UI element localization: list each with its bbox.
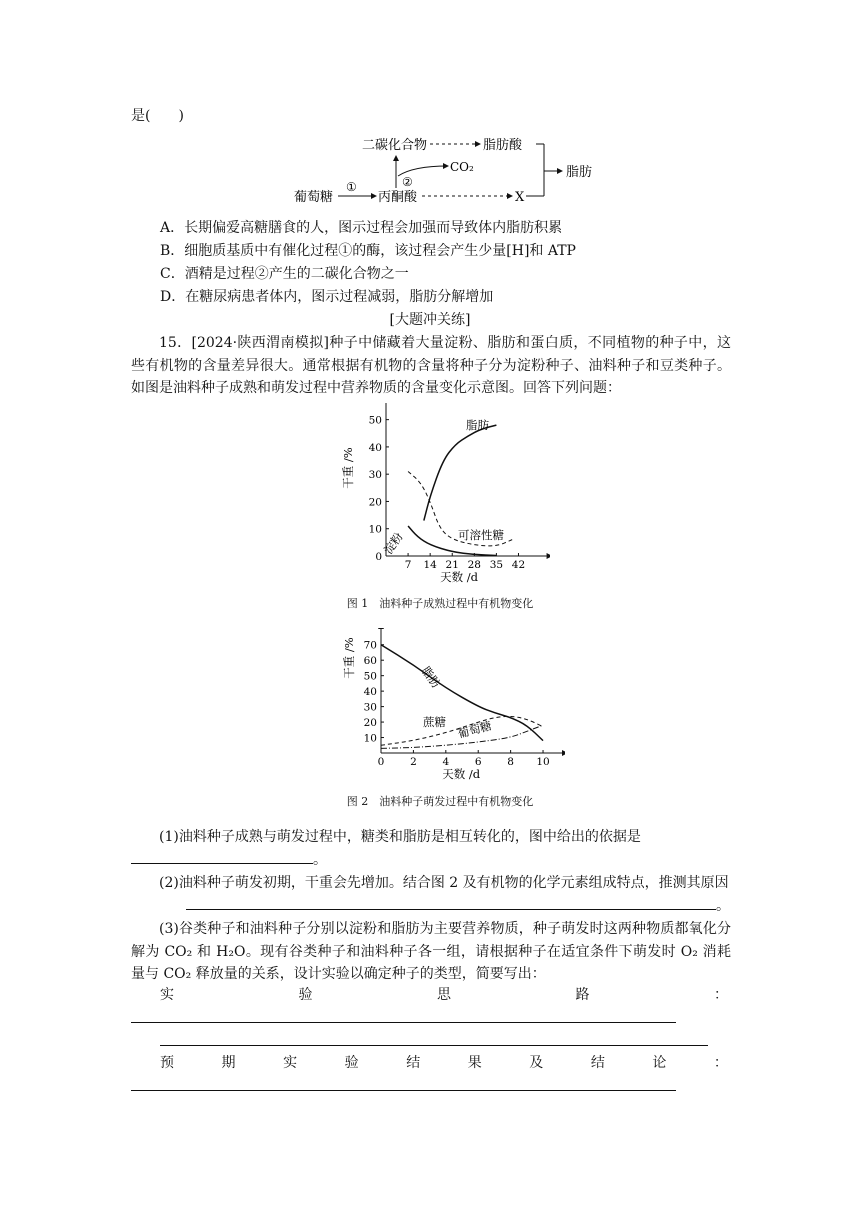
x-tick-label: 7: [404, 559, 412, 571]
expected-result-label: 预 期 实 验 结 果 及 结 论 ：: [160, 1055, 728, 1071]
x-axis-label: 天数 /d: [442, 767, 481, 781]
x-tick-label: 14: [423, 559, 437, 571]
y-tick-label: 20: [363, 717, 377, 730]
sub-question-3: (3)谷类种子和油料种子分别以淀粉和脂肪为主要营养物质，种子萌发时这两种物质都氧化分解为 CO₂ 和 H₂O。现有谷类种子和油料种子各一组，请根据种子在适宜条件下萌发时 O₂ 消耗量与 CO₂ 释放量的关系，设计实验以确定种子的类型，简要写出：: [131, 921, 731, 982]
series-label-0: 脂肪: [418, 663, 444, 691]
option-b: B．细胞质基质中有催化过程①的酶，该过程会产生少量[H]和 ATP: [160, 243, 576, 259]
series-label-2: 淀粉: [380, 529, 406, 557]
x-axis-arrow: [547, 553, 550, 559]
x-tick-label: 8: [507, 756, 514, 768]
fat-label: 脂肪: [566, 165, 593, 180]
option-c: C．酒精是过程②产生的二碳化合物之一: [160, 266, 409, 282]
x-tick-label: 35: [489, 559, 504, 571]
x-tick-label: 2: [410, 756, 417, 768]
sub-question-1-text: (1)油料种子成熟与萌发过程中，糖类和脂肪是相互转化的，图中给出的依据是: [159, 829, 641, 845]
x-axis-arrow: [562, 750, 565, 756]
step1-label: ①: [346, 180, 357, 194]
x-tick-label: 28: [467, 559, 482, 571]
x-tick-label: 21: [445, 559, 459, 571]
sub-question-2: [131, 872, 731, 895]
idea-answer-line-2[interactable]: [160, 1045, 708, 1046]
y-tick-label: 50: [368, 414, 382, 427]
chart-1: [330, 403, 550, 588]
fatty-acid-label: 脂肪酸: [483, 138, 523, 153]
y-tick-label: 50: [363, 670, 377, 683]
y-axis-arrow: [378, 628, 384, 629]
y-tick-label: 20: [368, 496, 382, 509]
y-tick-label: 0: [375, 551, 382, 563]
series-label-1: 可溶性糖: [458, 528, 504, 542]
step2-label: ②: [402, 175, 413, 189]
idea-answer-line-1[interactable]: [131, 1022, 676, 1023]
glucose-label: 葡萄糖: [294, 190, 334, 205]
sub-question-2-text: (2)油料种子萌发初期，干重会先增加。结合图 2 及有机物的化学元素组成特点，推测其原因: [159, 875, 729, 891]
co2-label: CO₂: [450, 160, 474, 174]
chart-2: [335, 628, 565, 788]
experiment-idea-label: 实 验 思 路 ：: [160, 987, 728, 1003]
series-label-0: 脂肪: [466, 418, 489, 432]
q15-stem: 15．[2024·陕西渭南模拟]种子中储藏着大量淀粉、脂肪和蛋白质，不同植物的种子中，这些有机物的含量差异很大。通常根据有机物的含量将种子分为淀粉种子、油料种子和豆类种子。如图是油料种子成熟和萌发过程中营养物质的含量变化示意图。回答下列问题：: [131, 335, 731, 396]
y-tick-label: 40: [368, 441, 382, 454]
y-tick-label: 70: [363, 639, 377, 652]
x-tick-label: 6: [474, 756, 482, 768]
y-tick-label: 30: [368, 469, 382, 482]
q14-stem-tail: 是( ): [131, 108, 184, 124]
x-axis-label: 天数 /d: [440, 570, 479, 584]
y-tick-label: 30: [363, 701, 377, 714]
two-carbon-label: 二碳化合物: [362, 138, 428, 153]
pyruvate-label: 丙酮酸: [378, 190, 418, 205]
y-axis-label: 干重 /%: [342, 637, 356, 679]
sub-question-1: [131, 826, 731, 849]
y-tick-label: 60: [363, 655, 377, 668]
option-a: A．长期偏爱高糖膳食的人，图示过程会加强而导致体内脂肪积累: [160, 220, 563, 236]
sub2-end: 。: [716, 898, 730, 914]
series-label-1: 蔗糖: [423, 715, 446, 729]
series-line-0: [424, 425, 497, 520]
result-answer-line[interactable]: [131, 1090, 676, 1091]
sub1-answer-line[interactable]: [131, 849, 327, 870]
sub1-end: 。: [313, 852, 327, 868]
chart-2-caption: 图 2 油料种子萌发过程中有机物变化: [346, 795, 534, 808]
x-tick-label: 4: [442, 756, 450, 768]
metabolism-diagram: [290, 128, 610, 208]
x-tick-label: 10: [536, 756, 550, 768]
y-tick-label: 10: [368, 523, 382, 536]
y-axis-label: 干重 /%: [341, 447, 355, 489]
chart-1-caption: 图 1 油料种子成熟过程中有机物变化: [346, 597, 534, 610]
section-title: [大题冲关练]: [389, 312, 471, 328]
x-label: X: [515, 190, 525, 205]
sub2-answer-line[interactable]: [186, 895, 730, 916]
x-tick-label: 0: [377, 756, 385, 768]
x-tick-label: 42: [511, 559, 526, 571]
series-label-2: 葡萄糖: [456, 718, 494, 741]
y-tick-label: 40: [363, 686, 377, 699]
option-d: D．在糖尿病患者体内，图示过程减弱，脂肪分解增加: [160, 289, 494, 305]
y-tick-label: 10: [363, 732, 377, 745]
